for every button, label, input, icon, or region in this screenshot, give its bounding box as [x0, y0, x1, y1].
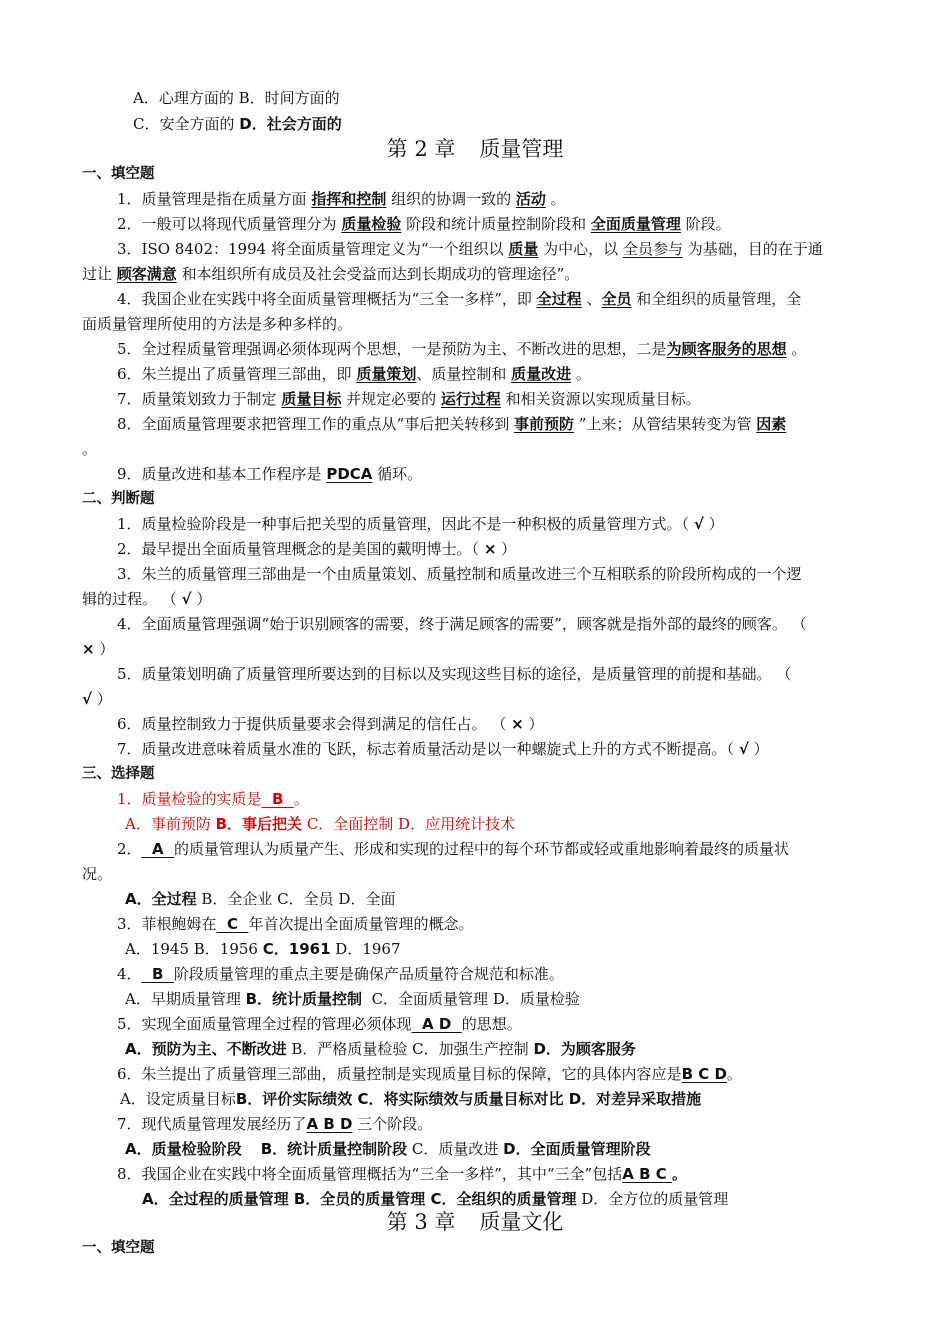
answer: 因素 — [756, 415, 787, 433]
fill-question-4-cont: 面质量管理所使用的方法是多种多样的。 — [82, 315, 353, 333]
text-run: 4． — [117, 965, 142, 983]
answer: 事前预防 — [513, 415, 574, 433]
chapter-2-heading — [0, 134, 950, 164]
check-mark: √ — [693, 515, 704, 533]
judge-question-4: 4．全面质量管理强调“始于识别顾客的需要，终于满足顾客的需要”，顾客就是指外部的最终的顾客。 （ — [117, 615, 807, 633]
answer: 质量目标 — [281, 390, 342, 408]
text-run: A．全过程的质量管理 B．全员的质量管理 C．全组织的质量管理 — [142, 1190, 577, 1208]
cross-mark: × — [82, 640, 95, 658]
text-run: 阶段质量管理的重点主要是确保产品质量符合规范和标准。 — [173, 965, 564, 983]
text-run: 和相关资源以实现质量目标。 — [500, 390, 701, 408]
text-run: 质量文化 — [479, 1210, 564, 1234]
text-run: C．1961 — [262, 940, 331, 958]
text-run: 和全组织的质量管理，全 — [631, 290, 802, 308]
fill-question-2 — [117, 212, 907, 237]
text-run: C．质量改进 — [407, 1140, 504, 1158]
section-heading-fill: 一、填空题 — [82, 166, 155, 182]
text-run: 阶段。 — [680, 215, 731, 233]
check-mark: √ — [181, 590, 192, 608]
fill-question-5 — [117, 337, 907, 362]
text-run: 3．菲根鲍姆在 — [117, 915, 217, 933]
text-run: 7．质量改进意味着质量水准的飞跃，标志着质量活动是以一种螺旋式上升的方式不断提高。（ — [117, 740, 739, 758]
answer: PDCA — [326, 465, 373, 483]
fill-question-3 — [117, 237, 907, 262]
text-run: 三个阶段。 — [352, 1115, 433, 1133]
choice-options-4 — [125, 987, 915, 1012]
text-run: 7．现代质量管理发展经历了 — [117, 1115, 307, 1133]
fill-question-9 — [117, 462, 907, 487]
text-run: A．质量检验阶段 — [125, 1140, 242, 1158]
text-run: D．全面质量管理阶段 — [503, 1140, 651, 1158]
text-run: D．为顾客服务 — [533, 1040, 636, 1058]
text-run: C．全面质量管理 D．质量检验 — [362, 990, 580, 1008]
answer: C — [216, 915, 249, 933]
text-run: 9．质量改进和基本工作程序是 — [117, 465, 327, 483]
answer: 质量改进 — [511, 365, 572, 383]
text-run: B．严格质量检验 C．加强生产控制 — [286, 1040, 534, 1058]
text-run: ”上来；从管结果转变为管 — [574, 415, 757, 433]
check-mark: √ — [82, 690, 93, 708]
judge-question-3: 3．朱兰的质量管理三部曲是一个由质量策划、质量控制和质量改进三个互相联系的阶段所构成的一个逻 — [117, 565, 802, 583]
text-run: ） — [703, 515, 724, 533]
answer: B C D — [681, 1065, 727, 1083]
text-run: A．预防为主、不断改进 — [125, 1040, 287, 1058]
text-run: ） — [496, 540, 517, 558]
text-run: D．全方位的质量管理 — [576, 1190, 729, 1208]
answer: 为顾客服务的思想 — [666, 340, 787, 358]
answer: B — [141, 965, 174, 983]
text-run: B．统计质量控制阶段 — [260, 1140, 408, 1158]
text-run: 1．质量检验的实质是 — [117, 790, 262, 808]
answer: 顾客满意 — [116, 265, 177, 283]
text-run: C．全面控制 D．应用统计技术 — [302, 815, 516, 833]
text-run: 8．全面质量管理要求把管理工作的重点从“事后把关转移到 — [117, 415, 514, 433]
answer: 活动 — [515, 190, 546, 208]
text-run: 组织的协调一致的 — [386, 190, 516, 208]
text-run: 5．实现全面质量管理全过程的管理必须体现 — [117, 1015, 412, 1033]
text-run: 6．朱兰提出了质量管理三部曲，即 — [117, 365, 357, 383]
text-run: ） — [94, 640, 115, 658]
text-run: 循环。 — [372, 465, 423, 483]
text-run: 1．质量管理是指在质量方面 — [117, 190, 312, 208]
text-run: 7．质量策划致力于制定 — [117, 390, 282, 408]
text-run: ） — [191, 590, 212, 608]
choice-options-1 — [125, 812, 915, 837]
judge-question-5: 5．质量策划明确了质量管理所要达到的目标以及实现这些目标的途径，是质量管理的前提和基础。 （ — [117, 665, 792, 683]
judge-question-2 — [117, 537, 907, 562]
text-run: 、 — [581, 290, 602, 308]
text-run: 4．我国企业在实践中将全面质量管理概括为“三全一多样”，即 — [117, 290, 537, 308]
answer: 质量 — [508, 240, 539, 258]
text-run: A．事前预防 — [125, 815, 216, 833]
section-heading-fill-ch3: 一、填空题 — [82, 1240, 155, 1256]
text-run: 过让 — [82, 265, 117, 283]
answer: 全面质量管理 — [590, 215, 681, 233]
text-run: 第 2 章 — [386, 137, 456, 161]
choice-options-6 — [120, 1087, 910, 1112]
text-run: 2． — [117, 840, 142, 858]
text-run: ） — [523, 715, 544, 733]
text-run: B．评价实际绩效 C．将实际绩效与质量目标对比 D．对差异采取措施 — [235, 1090, 702, 1108]
text-run: 。 — [571, 365, 591, 383]
prev-options-line-1 — [133, 86, 923, 111]
text-run: B．统计质量控制 — [245, 990, 363, 1008]
choice-question-6 — [117, 1062, 907, 1087]
text-run: 2．一般可以将现代质量管理分为 — [117, 215, 342, 233]
text-run: 年首次提出全面质量管理的概念。 — [248, 915, 474, 933]
text-run: D．1967 — [330, 940, 401, 958]
text-run: A．1945 B．1956 — [125, 940, 263, 958]
judge-question-4-cont — [82, 637, 872, 662]
choice-options-2 — [125, 887, 915, 912]
choice-question-2-cont: 况。 — [82, 865, 113, 883]
answer: B — [261, 790, 294, 808]
answer: 质量策划 — [356, 365, 417, 383]
text-run: 2．最早提出全面质量管理概念的是美国的戴明博士。（ — [117, 540, 484, 558]
text-run: 、质量控制和 — [416, 365, 512, 383]
text-run: B．全企业 C．全员 D．全面 — [196, 890, 396, 908]
choice-question-8 — [117, 1162, 907, 1187]
choice-question-7 — [117, 1112, 907, 1137]
answer: A D — [411, 1015, 462, 1033]
text-run: ） — [92, 690, 112, 708]
choice-question-2 — [117, 837, 907, 862]
choice-question-4 — [117, 962, 907, 987]
text-run: C．安全方面的 — [133, 115, 240, 133]
text-run: 质量管理 — [479, 137, 564, 161]
text-run: 。 — [786, 340, 807, 358]
text-run: 的质量管理认为质量产生、形成和实现的过程中的每个环节都或轻或重地影响着最终的质量状 — [174, 840, 790, 858]
text-run: B．事后把关 — [215, 815, 303, 833]
judge-question-5-cont — [82, 687, 872, 712]
answer: 全员参与 — [622, 240, 683, 258]
text-run: 6．质量控制致力于提供质量要求会得到满足的信任占。 （ — [117, 715, 512, 733]
text-run: 并规定必要的 — [341, 390, 441, 408]
text-run: A．设定质量目标 — [120, 1090, 236, 1108]
judge-question-7 — [117, 737, 907, 762]
text-run — [242, 1140, 261, 1158]
text-run: 8．我国企业在实践中将全面质量管理概括为“三全一多样”，其中“三全”包括 — [117, 1165, 623, 1183]
text-run: 6．朱兰提出了质量管理三部曲，质量控制是实现质量目标的保障，它的具体内容应是 — [117, 1065, 682, 1083]
fill-question-4 — [117, 287, 907, 312]
answer: A — [141, 840, 175, 858]
text-run: 的思想。 — [461, 1015, 522, 1033]
cross-mark: × — [483, 540, 497, 558]
chapter-3-heading — [0, 1207, 950, 1237]
text-run: 。 — [671, 1165, 687, 1183]
text-run: 。 — [293, 790, 309, 808]
choice-question-1 — [117, 787, 907, 812]
fill-question-3-cont — [82, 262, 872, 287]
text-run: 1．质量检验阶段是一种事后把关型的质量管理，因此不是一种积极的质量管理方式。（ — [117, 515, 694, 533]
fill-question-1 — [117, 187, 907, 212]
judge-question-1 — [117, 512, 907, 537]
text-run: A．心理方面的 B．时间方面的 — [133, 89, 340, 107]
text-run: 为基础，目的在于通 — [682, 240, 823, 258]
text-run: A．全过程 — [125, 890, 197, 908]
text-run: D．社会方面的 — [239, 115, 342, 133]
fill-question-7 — [117, 387, 907, 412]
text-run: 阶段和统计质量控制阶段和 — [401, 215, 591, 233]
answer: 质量检验 — [341, 215, 402, 233]
text-run: 3．ISO 8402：1994 将全面质量管理定义为“一个组织以 — [117, 240, 509, 258]
choice-question-5 — [117, 1012, 907, 1037]
text-run: 和本组织所有成员及社会受益而达到长期成功的管理途径”。 — [176, 265, 580, 283]
answer: 运行过程 — [440, 390, 501, 408]
choice-options-3 — [125, 937, 915, 962]
section-heading-choice: 三、选择题 — [82, 766, 155, 782]
fill-question-6 — [117, 362, 907, 387]
fill-question-8 — [117, 412, 907, 437]
judge-question-3-cont — [82, 587, 872, 612]
text-run: 辑的过程。 （ — [82, 590, 182, 608]
text-run: ） — [748, 740, 769, 758]
choice-question-3 — [117, 912, 907, 937]
answer: 全员 — [601, 290, 632, 308]
text-run: 第 3 章 — [386, 1210, 456, 1234]
answer: A B C — [622, 1165, 672, 1183]
judge-question-6 — [117, 712, 907, 737]
cross-mark: × — [511, 715, 524, 733]
section-heading-judge: 二、判断题 — [82, 491, 155, 507]
text-run: A．早期质量管理 — [125, 990, 246, 1008]
answer: A B D — [306, 1115, 353, 1133]
choice-options-7 — [125, 1137, 915, 1162]
choice-options-5 — [125, 1037, 915, 1062]
text-run: 。 — [726, 1065, 742, 1083]
text-run: 。 — [545, 190, 566, 208]
answer: 指挥和控制 — [311, 190, 387, 208]
check-mark: √ — [738, 740, 749, 758]
fill-question-8-cont: 。 — [82, 440, 98, 458]
text-run: 5．全过程质量管理强调必须体现两个思想，一是预防为主、不断改进的思想，二是 — [117, 340, 667, 358]
answer: 全过程 — [536, 290, 582, 308]
text-run: 为中心，以 — [538, 240, 623, 258]
